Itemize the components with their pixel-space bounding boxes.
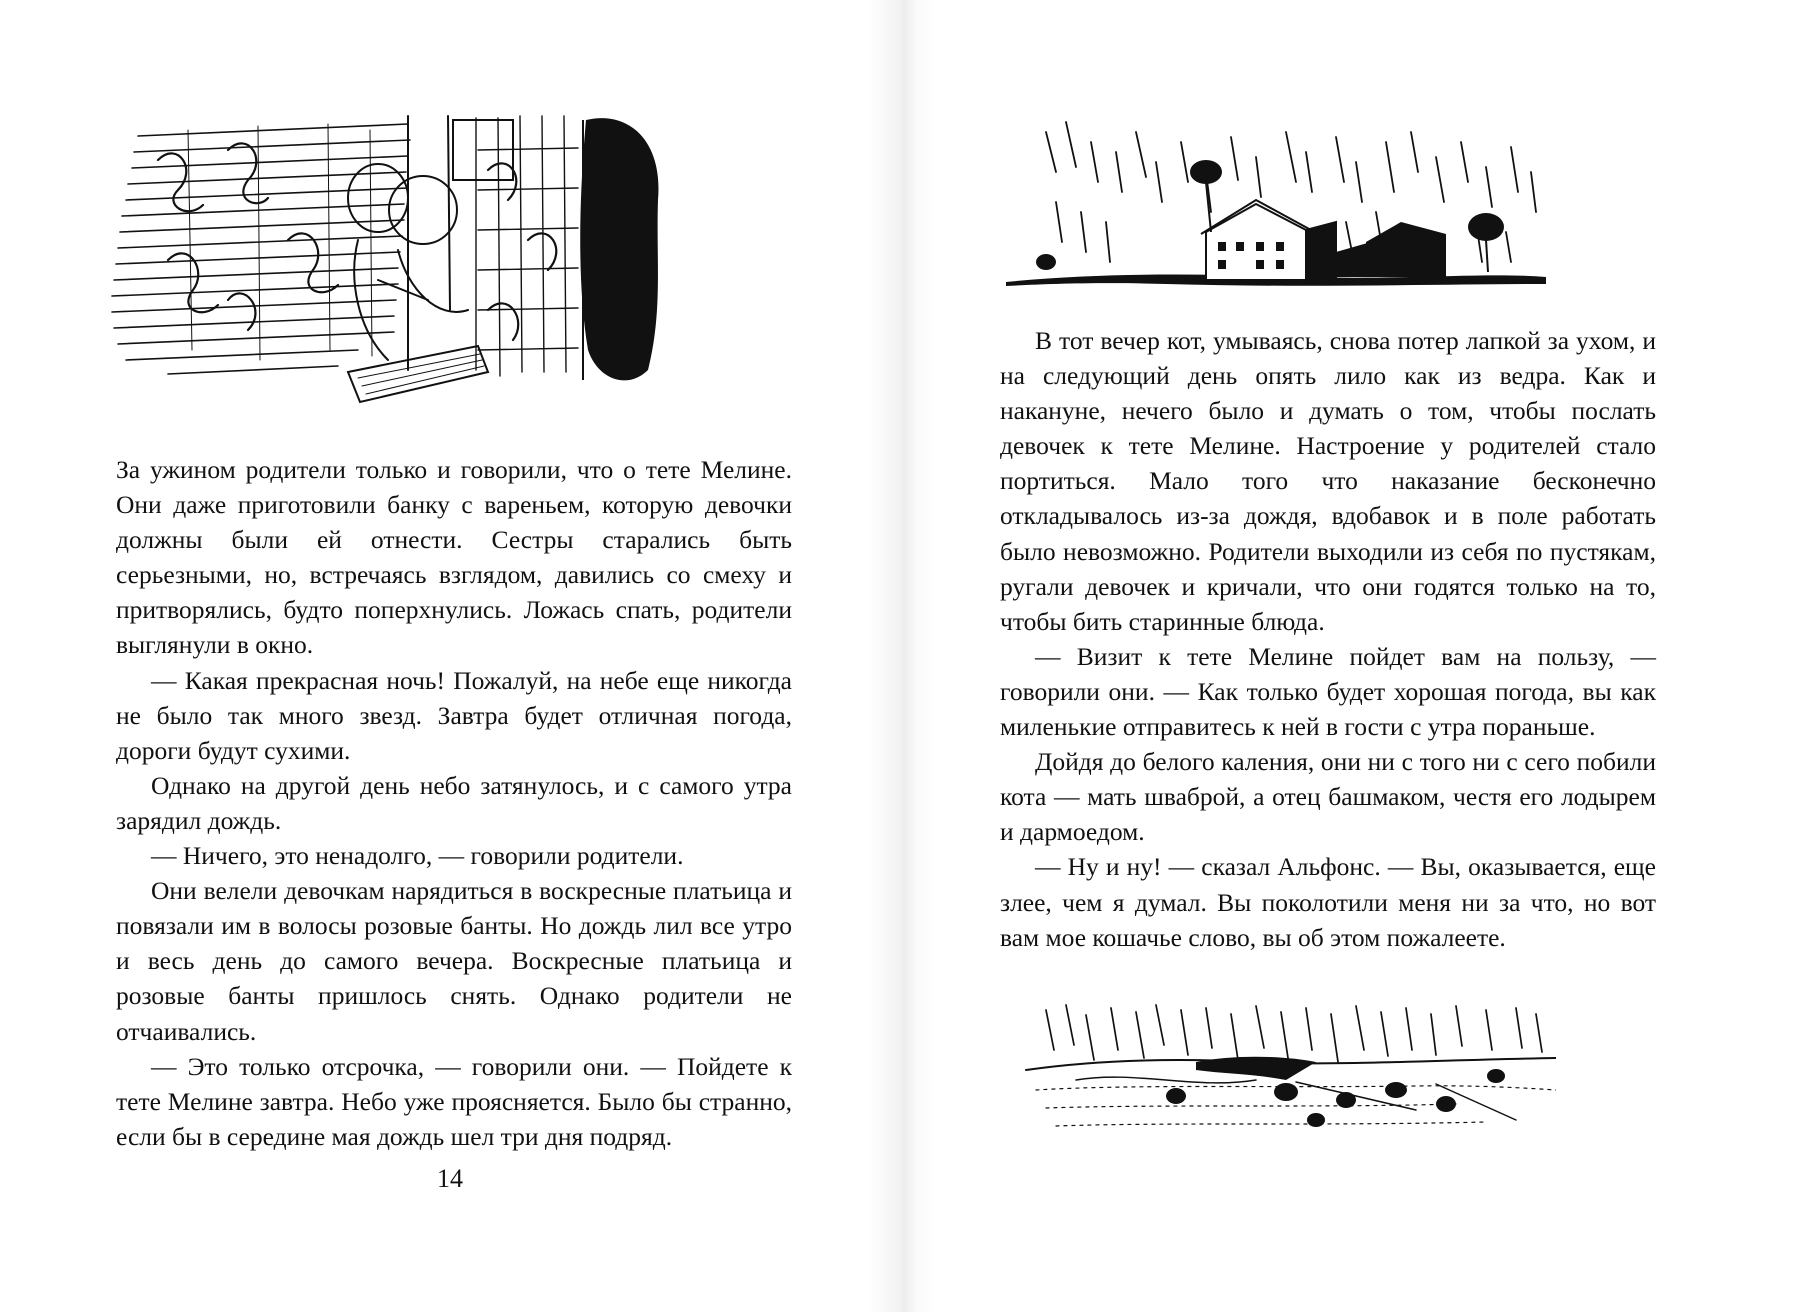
paragraph: Дойдя до белого каления, они ни с того ни с сего побили кота — мать шваброй, а отец башмаком, честя его лодырем и дармоедом. <box>1000 747 1656 847</box>
paragraph: — Ничего, это ненадолго, — говорили родители. <box>151 841 684 871</box>
rainy-farm-illustration <box>1006 112 1546 302</box>
page-number: 14 <box>437 1164 463 1193</box>
rainy-field-illustration <box>1016 1000 1556 1150</box>
paragraph: В тот вечер кот, умываясь, снова потер лапкой за ухом, и на следующий день опять лило как из ведра. Как и накануне, нечего было и думать о том, чтобы послать девочек к тете Мелине. Настроение у родителей стало портиться. Мало того что наказание бесконечно откладывалось из-за дождя, вдобавок и в поле работать было невозможно. Родители выходили из себя по пустякам, ругали девочек и кричали, что они годятся только на то, чтобы бить старинные блюда. <box>1000 326 1656 636</box>
paragraph: Однако на другой день небо затянулось, и с самого утра зарядил дождь. <box>116 770 792 835</box>
paragraph: — Какая прекрасная ночь! Пожалуй, на небе еще никогда не было так много звезд. Завтра будет отличная погода, дороги будут сухими. <box>116 665 792 765</box>
right-page-text <box>1000 323 1656 955</box>
left-page <box>0 0 880 1312</box>
paragraph: — Это только отсрочка, — говорили они. — Пойдете к тете Мелине завтра. Небо уже проясняется. Было бы странно, если бы в середине мая дождь шел три дня подряд. <box>116 1051 792 1151</box>
girls-at-window-illustration <box>108 110 668 422</box>
left-page-text <box>116 452 792 1154</box>
paragraph: Они велели девочкам нарядиться в воскресные платьица и повязали им в волосы розовые банты. Но дождь лил все утро и весь день до самого вечера. Воскресные платьица и розовые банты пришлось снять. Однако родители не отчаивались. <box>116 876 792 1046</box>
paragraph: За ужином родители только и говорили, что о тете Мелине. Они даже приготовили банку с вареньем, которую девочки должны были ей отнести. Сестры старались быть серьезными, но, встречаясь взглядом, давились со смеху и притворялись, будто поперхнулись. Ложась спать, родители выглянули в окно. <box>116 455 792 660</box>
paragraph: — Визит к тете Мелине пойдет вам на пользу, — говорили они. — Как только будет хорошая погода, вы как миленькие отправитесь к ней в гости с утра пораньше. <box>1000 641 1656 742</box>
paragraph: — Ну и ну! — сказал Альфонс. — Вы, оказывается, еще злее, чем я думал. Вы поколотили меня ни за что, но вот вам мое кошачье слово, вы об этом пожалеете. <box>1000 852 1656 952</box>
right-page <box>900 0 1800 1312</box>
